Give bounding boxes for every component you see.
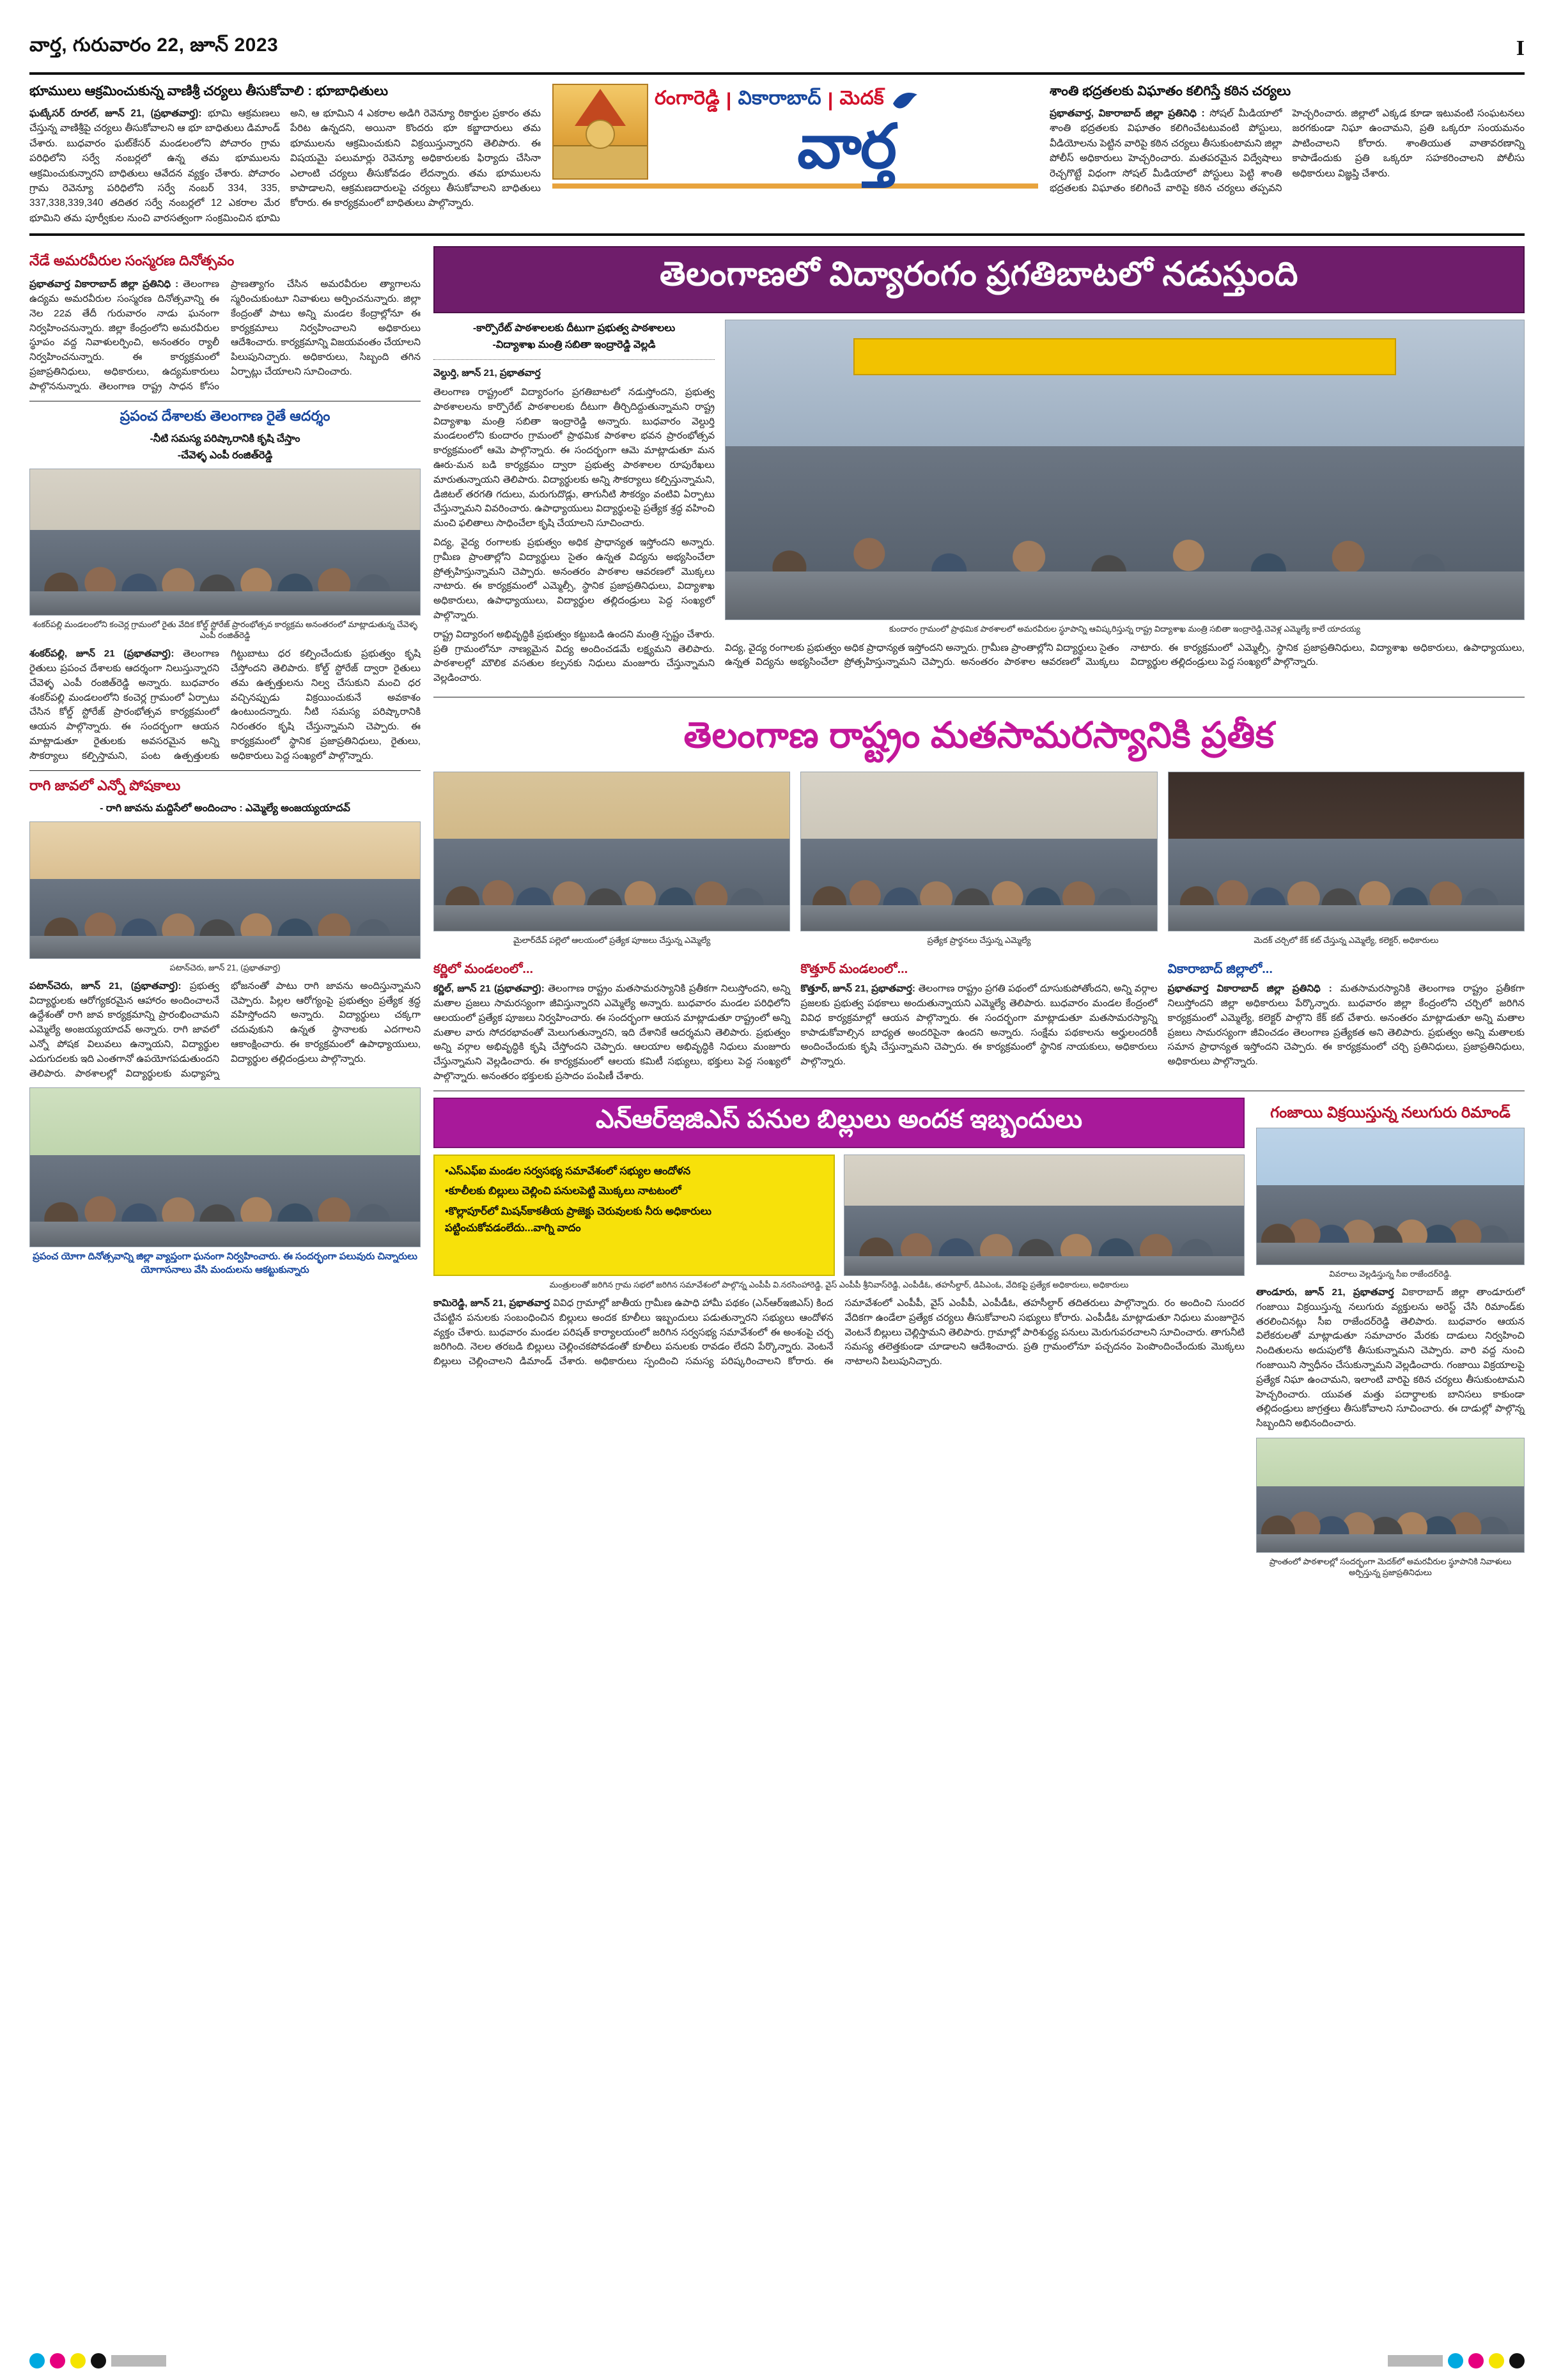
harmony-substory-2-text: తెలంగాణ రాష్ట్రం ప్రగతి పథంలో దూసుకుపోతోందని, అన్ని వర్గాల ప్రజలకు ప్రభుత్వ పథకాలు అందుతున్నాయని ఎమ్మెల్యే తెలిపారు. బుధవారం మండల కేంద్రంలో వివిధ కార్యక్రమాల్లో ఆయన పాల్గొన్నారు. ఈ సందర్భంగా మాట్లాడుతూ మతసామరస్యాన్ని కాపాడుకోవాల్సిన బాధ్యత అందరిపైనా ఉందని అన్నారు. సంక్షేమ పథకాలను అర్హులందరికీ అందించేందుకు కృషి చేస్తున్నామని చెప్పారు. ఈ కార్యక్రమంలో స్థానిక నాయకులు, అధికారులు పాల్గొన్నారు. (800, 983, 1158, 1068)
photo-floor (30, 591, 420, 614)
left-story1-text: తెలంగాణ ఉద్యమ అమరవీరుల సంస్మరణ దినోత్సవాన్ని ఈ నెల 22వ తేదీ గురువారం నాడు ఘనంగా నిర్వహించనున్నారు. జిల్లా కేంద్రంలోని అమరవీరుల స్థూపం వద్ద నివాళులర్పించి, అనంతరం ర్యాలీ నిర్వహించనున్నారు. ఈ కార్యక్రమంలో ప్రజాప్రతినిధులు, అధికారులు, ఉద్యమకారులు పాల్గొననున్నారు. తెలంగాణ రాష్ట్ర సాధన కోసం ప్రాణత్యాగం చేసిన అమరవీరుల త్యాగాలను స్మరించుకుంటూ నివాళులు అర్పించనున్నారు. జిల్లా కేంద్రంతో పాటు అన్ని మండల కేంద్రాల్లోనూ ఈ కార్యక్రమాలు నిర్వహించాలని అధికారులు ఆదేశించారు. కార్యక్రమాన్ని విజయవంతం చేయాలని పిలుపునిచ్చారు. అధికారులు, సిబ్బంది తగిన ఏర్పాట్లు చేయాలని సూచించారు. (29, 279, 421, 392)
nregs-bullet-1: •ఎస్ఎఫ్ఐ మండల సర్వసభ్య సమావేశంలో సభ్యుల ఆందోళన (445, 1165, 691, 1177)
left-story2-bullet-2: -చేవెళ్ళ ఎంపీ రంజిత్‌రెడ్డి (177, 449, 273, 461)
header-left-text: భూమి ఆక్రమణలు చేస్తున్న వాణిశ్రీపై చర్యలు తీసుకోవాలని ఆ భూ బాధితులు డిమాండ్ చేశారు. బుధవారం ఘట్‌కేసర్ మండలంలోని పోచారం గ్రామ పరిధిలోని సర్వే నంబర్లలో ఉన్న తమ భూములను ఆక్రమించుకున్నారని బాధితులు ఆవేదన వ్యక్తం చేశారు. పోచారం గ్రామ రెవెన్యూ పరిధిలోని సర్వే నంబర్ 334, 335, 337,338,339,340 తదితర సర్వే నంబర్లలో 12 ఎకరాల మేర భూమిని తమ పూర్వీకుల నుంచి వారసత్వంగా సంక్రమించిన భూమి అని, ఆ భూమిని 4 ఎకరాల అడిగి రెవెన్యూ రికార్డుల ప్రకారం తమ పేరిట ఉన్నదని, అయినా కొందరు భూ కబ్జాదారులు తమ భూములను ఆక్రమించుకుని విక్రయిస్తున్నారని తెలిపారు. ఈ విషయమై పలుమార్లు రెవెన్యూ అధికారులకు ఫిర్యాదు చేసినా ఎలాంటి చర్యలు తీసుకోవడం లేదన్నారు. తమ భూములను కాపాడాలని, ఆక్రమణదారులపై చర్యలు తీసుకోవాలని బాధితులు కోరారు. ఈ కార్యక్రమంలో బాధితులు పాల్గొన్నారు. (29, 108, 541, 224)
left-story3-kicker: రాగి జావలో ఎన్నో పోషకాలు (29, 777, 181, 793)
education-photo-caption: కుందారం గ్రామంలో ప్రాథమిక పాఠశాలలో అమరవీరుల స్థూపాన్ని ఆవిష్కరిస్తున్న రాష్ట్ర విద్యాశాఖ మంత్రి సబితా ఇంద్రారెడ్డి,చెవెళ్ల ఎమ్మెల్యే కాలే యాదయ్య (889, 624, 1361, 634)
nregs-dateline: కామిరెడ్డి, జూన్ 21, ప్రభాతవార్త (433, 1298, 550, 1309)
header-left-story (29, 84, 541, 226)
harmony-substory-1-body (433, 982, 790, 1084)
left-story2-kicker: ప్రపంచ దేశాలకు తెలంగాణ రైతే ఆదర్శం (120, 407, 330, 424)
yellow-dot (1489, 2353, 1504, 2368)
left-photo-coldstorage (29, 469, 421, 616)
photo-floor (1257, 1243, 1524, 1264)
black-dot (1509, 2353, 1525, 2368)
page-topbar (0, 0, 1554, 67)
header-right-title: శాంతి భద్రతలకు విఘాతం కలిగిస్తే కఠిన చర్యలు (1050, 84, 1291, 98)
harmony-substory-1-head: కర్ణిలో మండలంలో... (433, 962, 534, 977)
artwork-base (554, 145, 647, 178)
header-right-story (1050, 84, 1525, 226)
harmony-substory-2-dateline: కొత్తూర్, జూన్ 21, ప్రభాతవార్త: (800, 983, 915, 995)
nregs-bullet-3: •కొల్లాపూర్‌లో మిషన్‌కాకతీయ ప్రాజెక్టు చెరువులకు నీరు అధికారులు పట్టించుకోవడంలేదు...వాగ్ని వాదం (445, 1205, 711, 1234)
left-photo-ragijava-caption: పటాన్‌చెరు, జూన్ 21, (ప్రభాతవార్త) (169, 962, 281, 972)
left-story2-text: తెలంగాణ రైతులు ప్రపంచ దేశాలకు ఆదర్శంగా నిలుస్తున్నారని చేవెళ్ళ ఎంపీ రంజిత్‌రెడ్డి అన్నారు. బుధవారం శంకర్‌పల్లి మండలంలోని కంచెర్ల గ్రామంలో ఏర్పాటు చేసిన కోల్డ్ స్టోరేజ్ ప్రారంభోత్సవ కార్యక్రమంలో ఆయన పాల్గొన్నారు. ఈ సందర్భంగా ఆయన మాట్లాడుతూ రైతులకు అవసరమైన అన్ని సౌకర్యాలు కల్పిస్తామని, పంట ఉత్పత్తులకు గిట్టుబాటు ధర కల్పించేందుకు ప్రభుత్వం కృషి చేస్తోందని తెలిపారు. కోల్డ్ స్టోరేజ్ ద్వారా రైతులు తమ ఉత్పత్తులను నిల్వ చేసుకుని మంచి ధర వచ్చినప్పుడు విక్రయించుకునే అవకాశం ఉంటుందన్నారు. నీటి సమస్య పరిష్కారానికి నిరంతరం కృషి చేస్తున్నామని చెప్పారు. ఈ కార్యక్రమంలో స్థానిక ప్రజాప్రతినిధులు, రైతులు, అధికారులు పెద్ద సంఖ్యలో పాల్గొన్నారు. (29, 648, 421, 761)
education-divider (433, 359, 715, 360)
ganja-photo (1256, 1128, 1525, 1265)
left-story3-body (29, 979, 421, 1082)
footer-right-dots (1388, 2353, 1525, 2368)
black-dot (91, 2353, 106, 2368)
edition-sep-1: | (726, 89, 732, 111)
harmony-substory-3-text: మతసామరస్యానికి తెలంగాణ రాష్ట్రం ప్రతీకగా నిలుస్తోందని జిల్లా అధికారులు పేర్కొన్నారు. బుధవారం జిల్లా కేంద్రంలోని చర్చిలో జరిగిన కార్యక్రమంలో ఎమ్మెల్యే, కలెక్టర్ పాల్గొని కేక్ కట్ చేశారు. అనంతరం మాట్లాడుతూ అన్ని మతాల ప్రజలు సామరస్యంగా జీవించడం తెలంగాణ ప్రత్యేకత అని తెలిపారు. ప్రభుత్వం అన్ని మతాలకు సమాన ప్రాధాన్యత ఇస్తోందని చెప్పారు. ఈ కార్యక్రమంలో చర్చి ప్రతినిధులు, ప్రజాప్రతినిధులు, అధికారులు పాల్గొన్నారు. (1167, 983, 1525, 1068)
photo-floor (30, 1222, 420, 1247)
edition-sep-2: | (827, 89, 834, 111)
header-left-dateline: ఘట్కేసర్ రూరల్, జూన్ 21, (ప్రభాతవార్త): (29, 108, 202, 119)
magenta-dot (50, 2353, 65, 2368)
ganja-photo-2 (1256, 1438, 1525, 1553)
left-photo-coldstorage-caption: శంకర్‌పల్లి మండలంలోని కంచెర్ల గ్రామంలో రైతు వేదిక కోల్డ్ స్టోరేజ్ ప్రారంభోత్సవ కార్యక్రమ అనంతరంలో మాట్లాడుతున్న చేవెళ్ళ ఎంపీ రంజిత్‌రెడ్డి (32, 619, 418, 640)
photo-floor (801, 905, 1156, 931)
ganja-block (1256, 1098, 1525, 1585)
photo-floor (844, 1256, 1245, 1275)
harmony-substory-3-head: వికారాబాద్ జిల్లాలో... (1167, 962, 1273, 977)
ganja-text: వికారాబాద్ జిల్లా తాండూరులో గంజాయి విక్రయిస్తున్న నలుగురు వ్యక్తులను అరెస్ట్ చేసి రిమాండ్‌కు తరలించినట్లు సీఐ రాజేందర్‌రెడ్డి తెలిపారు. బుధవారం ఆయన విలేకరులతో మాట్లాడుతూ సమాచారం మేరకు దాడులు నిర్వహించి నిందితులను అదుపులోకి తీసుకున్నామని చెప్పారు. వారి వద్ద నుంచి గంజాయిని స్వాధీనం చేసుకున్నామని వెల్లడించారు. గంజాయి విక్రయాలపై ప్రత్యేక నిఘా ఉంచామని, ఇలాంటి వారిపై కఠిన చర్యలు తీసుకుంటామని హెచ్చరించారు. యువత మత్తు పదార్థాలకు బానిసలు కాకుండా తల్లిదండ్రులు జాగ్రత్తలు తీసుకోవాలని సూచించారు. ఈ దాడుల్లో పాల్గొన్న సిబ్బందిని అభినందించారు. (1256, 1287, 1525, 1429)
header-right-dateline: ప్రభాతవార్త, వికారాబాద్ జిల్లా ప్రతినిధి : (1050, 108, 1205, 119)
harmony-photo-3 (1168, 772, 1525, 931)
harmony-photo-2-wrap (800, 772, 1157, 952)
nregs-text-1: వివిధ గ్రామాల్లో జాతీయ గ్రామీణ ఉపాధి హామీ పథకం (ఎన్ఆర్ఇజిఎస్) కింద చేపట్టిన పనులకు సంబంధించిన బిల్లులు అందక కూలీలు ఇబ్బందులు పడుతున్నారని సభ్యులు ఆందోళన వ్యక్తం చేశారు. బుధవారం మండల పరిషత్ కార్యాలయంలో జరిగిన సర్వసభ్య సమావేశంలో ఈ అంశంపై చర్చ జరిగింది. నెలల తరబడి బిల్లులు చెల్లించకపోవడంతో కూలీలు పనులకు రావడం లేదని పేర్కొన్నారు. వెంటనే బిల్లులు చెల్లించాలని డిమాండ్ చేశారు. అధికారులు స్పందించి సమస్య పరిష్కరించాలని కోరారు. ఈ సమావేశంలో ఎంపీపీ, వైస్ ఎంపీపీ, ఎంపీడీఓ, తహసీల్దార్ తదితరులు పాల్గొన్నారు. (433, 1298, 1160, 1367)
right-area (433, 246, 1525, 1584)
photo-floor (434, 905, 789, 931)
education-text-col (433, 320, 715, 690)
harmony-substory-3 (1168, 956, 1525, 1084)
header-block (0, 75, 1554, 226)
harmony-substory-3-body (1168, 982, 1525, 1069)
education-photo-col (725, 320, 1525, 690)
left-story3-bullet: - రాగి జావను మద్దిసేలో అందించాం : ఎమ్మెల్యే అంజయ్యయాదవ్ (100, 802, 350, 814)
harmony-substory-2 (800, 956, 1157, 1084)
main-content (0, 236, 1554, 1584)
left-story2-bullet-1: -నీటి సమస్య పరిష్కారానికి కృషి చేస్తాం (150, 433, 300, 444)
left-photo-ragijava (29, 821, 421, 959)
photo-floor (726, 572, 1524, 619)
harmony-photo-2-caption: ప్రత్యేక ప్రార్థనలు చేస్తున్న ఎమ్మెల్యే (927, 935, 1031, 945)
ganja-dateline: తాండూరు, జూన్ 21, ప్రభాతవార్త (1256, 1287, 1394, 1298)
photo-banner-board (853, 338, 1396, 375)
cyan-dot (29, 2353, 45, 2368)
nregs-photo (844, 1155, 1245, 1276)
nregs-bullet-2: •కూలీలకు బిల్లులు చెల్లించి పనులపెట్టి మొక్కలు నాటటంలో (445, 1185, 681, 1197)
issue-date: వార్త, గురువారం 22, జూన్ 2023 (29, 35, 279, 56)
harmony-photo-1-wrap (433, 772, 790, 952)
education-text-3: రాష్ట్ర విద్యారంగ అభివృద్ధికి ప్రభుత్వం కట్టుబడి ఉందని మంత్రి స్పష్టం చేశారు. ప్రతి గ్రామంలోనూ నాణ్యమైన విద్య అందించడమే లక్ష్యమని తెలిపారు. పాఠశాలల్లో మౌలిక వసతుల కల్పనకు నిధులు మంజూరు చేస్తున్నామని వెల్లడించారు. (433, 628, 715, 684)
left-story1-dateline: ప్రభాతవార్త వికారాబాద్ జిల్లా ప్రతినిధి : (29, 279, 179, 290)
harmony-photos (433, 772, 1525, 952)
education-extra-body (725, 641, 1525, 671)
education-photo (725, 320, 1525, 620)
magenta-dot (1468, 2353, 1484, 2368)
photo-floor (1257, 1534, 1524, 1552)
education-text-2: విద్య, వైద్య రంగాలకు ప్రభుత్వం అధిక ప్రాధాన్యత ఇస్తోందని అన్నారు. గ్రామీణ ప్రాంతాల్లోని విద్యార్థులు సైతం ఉన్నత విద్యను అభ్యసించేలా ప్రోత్సహిస్తున్నామని చెప్పారు. అనంతరం పాఠశాల ఆవరణలో మొక్కలు నాటారు. ఈ కార్యక్రమంలో ఎమ్మెల్సీ, స్థానిక ప్రజాప్రతినిధులు, విద్యాశాఖ అధికారులు, ఉపాధ్యాయులు, విద్యార్థుల తల్లిదండ్రులు పెద్ద సంఖ్యలో పాల్గొన్నారు. (433, 537, 715, 621)
left-story1-body (29, 277, 421, 394)
banner-nregs: ఎన్ఆర్ఇజిఎస్ పనుల బిల్లులు అందక ఇబ్బందులు (433, 1098, 1245, 1148)
ganja-head: గంజాయి విక్రయిస్తున్న నలుగురు రిమాండ్ (1270, 1103, 1511, 1121)
gray-bar (111, 2355, 166, 2367)
ganja-photo-2-caption: ప్రాంతంలో పాఠశాలల్లో సందర్భంగా మెద‌క్‌లో అమరవీరుల స్థూపానికి నివాళులు అర్పిస్తున్న ప్రజాప్రతినిధులు (1269, 1557, 1512, 1578)
education-story-block (433, 320, 1525, 690)
left-story3-text: ప్రభుత్వ విద్యార్థులకు ఆరోగ్యకరమైన ఆహారం అందించాలనే ఉద్దేశంతో రాగి జావ కార్యక్రమాన్ని ప్రారంభించామని ఎమ్మెల్యే అంజయ్యయాదవ్ అన్నారు. రాగి జావలో ఎన్నో పోషక విలువలు ఉన్నాయని, విద్యార్థుల ఎదుగుదలకు ఇది ఎంతగానో ఉపయోగపడుతుందని తెలిపారు. పాఠశాలల్లో విద్యార్థులకు మధ్యాహ్న భోజనంతో పాటు రాగి జావను అందిస్తున్నామని చెప్పారు. పిల్లల ఆరోగ్యంపై ప్రభుత్వం ప్రత్యేక శ్రద్ధ వహిస్తోందని అన్నారు. విద్యార్థులు చక్కగా చదువుకుని ఉన్నత స్థానాలకు ఎదగాలని ఆకాంక్షించారు. ఈ కార్యక్రమంలో ఉపాధ్యాయులు, విద్యార్థుల తల్లిదండ్రులు పాల్గొన్నారు. (29, 980, 421, 1079)
harmony-substories (433, 956, 1525, 1084)
edition-1: రంగారెడ్డి (655, 87, 720, 109)
photo-floor (30, 936, 420, 958)
yellow-dot (70, 2353, 86, 2368)
education-dateline: వెల్దుర్తి, జూన్ 21, ప్రభాతవార్త (433, 368, 541, 379)
harmony-photo-3-caption: మెదక్ చర్చిలో కేక్ కట్ చేస్తున్న ఎమ్మెల్యే, కలెక్టర్, అధికారులు (1254, 935, 1439, 945)
nregs-block (433, 1098, 1245, 1585)
education-extra-text: విద్య, వైద్య రంగాలకు ప్రభుత్వం అధిక ప్రాధాన్యత ఇస్తోందని అన్నారు. గ్రామీణ ప్రాంతాల్లోని విద్యార్థులు సైతం ఉన్నత విద్యను అభ్యసించేలా ప్రోత్సహిస్తున్నామని చెప్పారు. అనంతరం పాఠశాల ఆవరణలో మొక్కలు నాటారు. ఈ కార్యక్రమంలో ఎమ్మెల్సీ, స్థానిక ప్రజాప్రతినిధులు, విద్యాశాఖ అధికారులు, ఉపాధ్యాయులు, విద్యార్థుల తల్లిదండ్రులు పెద్ద సంఖ్యలో పాల్గొన్నారు. (725, 642, 1525, 668)
harmony-photo-3-wrap (1168, 772, 1525, 952)
footer-left-dots (29, 2353, 166, 2368)
left-story3-dateline: పటాన్‌చెరు, జూన్ 21, (ప్రభాతవార్త): (29, 980, 182, 992)
header-right-text: సోషల్ మీడియాలో శాంతి భద్రతలకు విఘాతం కలిగించేటటువంటి పోస్టులు, వీడియోలను పెట్టిన వారిపై కఠిన చర్యలు తీసుకుంటామని జిల్లా పోలీస్ అధికారులు హెచ్చరించారు. మతపరమైన విద్వేషాలు రెచ్చగొట్టే విధంగా సోషల్ మీడియాలో పోస్టులు పెట్టి శాంతి భద్రతలకు విఘాతం కలిగించే వారిపై కఠిన చర్యలు తప్పవని హెచ్చరించారు. జిల్లాలో ఎక్కడ కూడా ఇటువంటి సంఘటనలు జరగకుండా నిఘా ఉంచామని, ప్రతి ఒక్కరూ సంయమనం పాటించాలని కోరారు. శాంతియుత వాతావరణాన్ని కాపాడేందుకు ప్రతి ఒక్కరూ సహకరించాలని పోలీసు అధికారులు విజ్ఞప్తి చేశారు. (1050, 108, 1525, 194)
left-story2-body (29, 647, 421, 763)
banner-education: తెలంగాణలో విద్యారంగం ప్రగతిబాటలో నడుస్తుంది (433, 246, 1525, 313)
left-photo-yoga (29, 1087, 421, 1247)
edition-2: వికారాబాద్ (738, 87, 821, 109)
harmony-photo-2 (800, 772, 1157, 931)
left-story2-dateline: శంకర్‌పల్లి, జూన్ 21 (ప్రభాతవార్త): (29, 648, 175, 660)
nregs-bullet-box (433, 1155, 835, 1276)
harmony-substory-2-body (800, 982, 1157, 1069)
education-deck-1: -కార్పొరేట్ పాఠశాలలకు దీటుగా ప్రభుత్వ పాఠశాలలు (472, 323, 676, 334)
dove-icon (890, 86, 920, 115)
masthead-editions (655, 86, 1038, 115)
header-left-body (29, 106, 541, 226)
nregs-body (433, 1296, 1245, 1369)
left-photo-yoga-caption: ప్రపంచ యోగా దినోత్సవాన్ని జిల్లా వ్యాప్తంగా ఘనంగా నిర్వహించారు. ఈ సందర్భంగా పలువురు చిన్నారులు యోగాసనాలు వేసి మందులను ఆకట్టుకున్నారు (33, 1251, 417, 1275)
masthead-artwork (552, 84, 648, 180)
nregs-photo-caption: మంత్రులంతో జరిగిన గ్రామ సభలో జరిగిన సమావేశంలో పాల్గొన్న ఎంపీపీ వి.నరసింహారెడ్డి, వైస్ ఎంపీపీ శ్రీనివాస్‌రెడ్డి, ఎంపీడీఓ, తహసీల్దార్, డిపిఎంఓ, వేదికపై ప్రత్యేక అధికారులు, అధికారులు (549, 1279, 1129, 1289)
harmony-photo-1 (433, 772, 790, 931)
harmony-substory-1 (433, 956, 790, 1084)
education-body (433, 366, 715, 686)
banner-harmony: తెలంగాణ రాష్ట్రం మతసామరస్యానికి ప్రతీక (683, 714, 1275, 755)
education-text-1: తెలంగాణ రాష్ట్రంలో విద్యారంగం ప్రగతిబాటలో నడుస్తోందని, ప్రభుత్వ పాఠశాలలను కార్పొరేట్ పాఠశాలలకు దీటుగా తీర్చిదిద్దుతున్నామని రాష్ట్ర విద్యాశాఖ మంత్రి సబితా ఇంద్రారెడ్డి అన్నారు. బుధవారం వెల్దుర్తి మండలంలోని కుందారం గ్రామంలో ప్రాథమిక పాఠశాల భవన ప్రారంభోత్సవ కార్యక్రమంలో ఆమె పాల్గొన్నారు. ఈ సందర్భంగా ఆమె మాట్లాడుతూ మన ఊరు-మన బడి కార్యక్రమం ద్వారా ప్రభుత్వ పాఠశాలల రూపురేఖలు మారుతున్నాయని తెలిపారు. విద్యార్థులకు అన్ని సౌకర్యాలు కల్పిస్తున్నామని, డిజిటల్ తరగతి గదులు, మరుగుదొడ్లు, తాగునీటి సౌకర్యం వంటివి ఏర్పాటు చేస్తున్నామని వివరించారు. ఉపాధ్యాయులు విద్యార్థులపై ప్రత్యేక శ్రద్ధ వహించి మంచి ఫలితాలు సాధించేలా కృషి చేయాలని సూచించారు. (433, 387, 715, 529)
nregs-top (433, 1155, 1245, 1276)
left-story1-kicker: నేడే అమరవీరుల సంస్మరణ దినోత్సవం (29, 253, 235, 269)
masthead-logo: వార్త (797, 113, 896, 181)
masthead-row (552, 84, 1038, 180)
ganja-body (1256, 1286, 1525, 1431)
harmony-substory-3-dateline: ప్రభాతవార్త వికారాబాద్ జిల్లా ప్రతినిధి : (1167, 983, 1332, 995)
masthead-underline (552, 183, 1038, 189)
harmony-photo-1-caption: మైలార్‌దేవ్ పల్లెలో ఆలయంలో ప్రత్యేక పూజలు చేస్తున్న ఎమ్మెల్యే (513, 935, 711, 945)
content-columns (29, 246, 1525, 1584)
masthead (552, 84, 1038, 226)
edition-3: మెద‌క్ (839, 87, 885, 109)
print-registration-marks (0, 2353, 1554, 2368)
buddha-statue-icon (586, 120, 615, 149)
ganja-photo-caption: వివరాలు వెల్లడిస్తున్న సీఐ రాజేందర్‌రెడ్డి. (1329, 1268, 1452, 1279)
education-deck-2: -విద్యాశాఖ మంత్రి సబితా ఇంద్రారెడ్డి వెల్లడి (492, 339, 656, 351)
header-left-title: భూములు ఆక్రమించుకున్న వాణిశ్రీ చర్యలు తీసుకోవాలి : భూబాధితులు (29, 84, 388, 98)
gray-bar (1388, 2355, 1443, 2367)
harmony-substory-1-dateline: కర్ణిల్, జూన్ 21 (ప్రభాతవార్త): (433, 983, 545, 995)
page-number: I (1516, 36, 1525, 60)
harmony-substory-2-head: కొత్తూర్ మండలంలో... (800, 962, 908, 977)
header-right-body (1050, 106, 1525, 196)
bottom-block (433, 1098, 1525, 1585)
cyan-dot (1448, 2353, 1463, 2368)
harmony-substory-1-text: తెలంగాణ రాష్ట్రం మతసామరస్యానికి ప్రతీకగా నిలుస్తోందని, అన్ని మతాల ప్రజలు సామరస్యంగా జీవిస్తున్నారని ఎమ్మెల్యే అన్నారు. బుధవారం మండల పరిధిలోని ఆలయంలో ప్రత్యేక పూజలు నిర్వహించారు. ఈ సందర్భంగా ఆయన మాట్లాడుతూ రాష్ట్రంలో అన్ని మతాల వారు సోదరభావంతో మెలుగుతున్నారని, ఇది దేశానికే ఆదర్శమని తెలిపారు. ప్రభుత్వం అన్ని వర్గాల అభివృద్ధికి కృషి చేస్తోందని చెప్పారు. ఆలయాల అభివృద్ధికి నిధులు మంజూరు చేస్తున్నామని వెల్లడించారు. ఈ కార్యక్రమంలో ఆలయ కమిటీ సభ్యులు, భక్తులు పెద్ద సంఖ్యలో పాల్గొన్నారు. అనంతరం భక్తులకు ప్రసాదం పంపిణీ చేశారు. (433, 983, 791, 1082)
left-column (29, 246, 421, 1584)
left-divider-2 (29, 770, 421, 771)
nregs-text-2: రం అందించి సుందర వేదికగా ఉండేలా ప్రత్యేక చర్యలు తీసుకోవాలని సభ్యులు కోరారు. ఎంపీడీఓ మాట్లాడుతూ నిధులు మంజూరైన వెంటనే బిల్లులు చెల్లిస్తామని తెలిపారు. గ్రామాల్లో పారిశుద్ధ్య పనులు మెరుగుపరచాలని సూచించారు. తాగునీటి సమస్య తలెత్తకుండా చూడాలని ఆదేశించారు. ప్రతి గ్రామంలోనూ పచ్చదనం పెంపొందించేందుకు మొక్కలు నాటాలని పిలుపునిచ్చారు. (844, 1298, 1245, 1367)
photo-floor (1169, 905, 1524, 931)
